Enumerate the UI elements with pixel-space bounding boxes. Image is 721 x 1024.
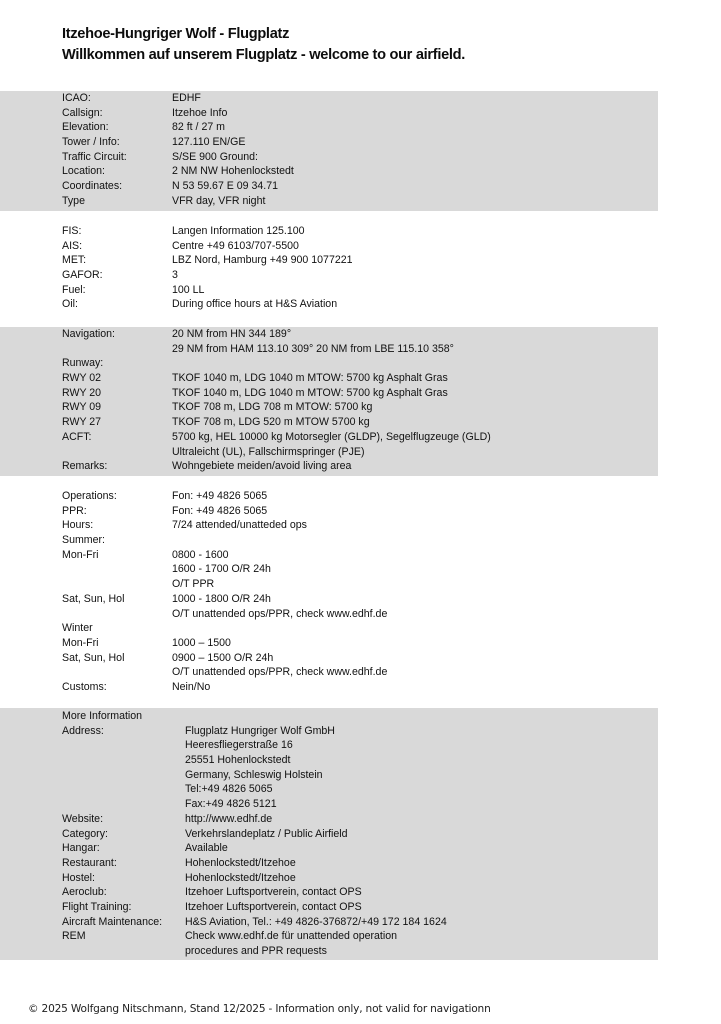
field-value: Itzehoer Luftsportverein, contact OPS — [185, 900, 362, 913]
info-row — [0, 164, 658, 179]
field-value: Ultraleicht (UL), Fallschirmspringer (PJE) — [172, 445, 365, 458]
field-label: Sat, Sun, Hol — [62, 651, 125, 664]
info-row — [0, 518, 658, 533]
info-row — [0, 224, 658, 239]
info-row — [0, 665, 658, 680]
field-label: Aeroclub: — [62, 886, 107, 899]
field-value: 3 — [172, 269, 178, 282]
info-row — [0, 400, 658, 415]
info-row — [0, 489, 658, 504]
info-row — [0, 356, 658, 371]
info-row — [0, 430, 658, 445]
field-label: Operations: — [62, 490, 117, 502]
field-value: S/SE 900 Ground: — [172, 150, 258, 163]
info-row — [0, 135, 658, 150]
info-row — [0, 709, 658, 724]
info-row — [0, 297, 658, 312]
info-row — [0, 885, 658, 900]
field-value: 100 LL — [172, 283, 205, 296]
field-label: Restaurant: — [62, 856, 117, 869]
field-value: O/T unattended ops/PPR, check www.edhf.de — [172, 607, 388, 620]
field-value: 25551 Hohenlockstedt — [185, 754, 291, 767]
field-label: AIS: — [62, 239, 83, 252]
field-label: Fuel: — [62, 283, 86, 296]
field-value: LBZ Nord, Hamburg +49 900 1077221 — [172, 254, 353, 267]
field-value: Flugplatz Hungriger Wolf GmbH — [185, 724, 335, 737]
field-label: REM — [62, 930, 86, 943]
info-row — [0, 504, 658, 519]
field-label: More Information — [62, 710, 143, 722]
field-value: 0900 – 1500 O/R 24h — [172, 651, 274, 664]
field-value: Verkehrslandeplatz / Public Airfield — [185, 827, 348, 840]
field-label: Hostel: — [62, 871, 95, 884]
field-label: Location: — [62, 165, 105, 178]
field-value: Fon: +49 4826 5065 — [172, 490, 268, 502]
field-label: Remarks: — [62, 460, 108, 473]
field-label: RWY 02 — [62, 372, 102, 385]
field-value: 29 NM from HAM 113.10 309° 20 NM from LBE 115.10 358° — [172, 342, 454, 355]
field-value: Langen Information 125.100 — [172, 225, 305, 237]
field-value: 1600 - 1700 O/R 24h — [172, 563, 271, 576]
info-row — [0, 562, 658, 577]
field-label: Oil: — [62, 298, 78, 311]
info-row — [0, 812, 658, 827]
info-row — [0, 871, 658, 886]
field-label: Category: — [62, 827, 108, 840]
field-label: Navigation: — [62, 328, 115, 340]
field-value: Check www.edhf.de für unattended operation — [185, 930, 398, 943]
info-row — [0, 782, 658, 797]
field-label: Aircraft Maintenance: — [62, 915, 163, 928]
info-row — [0, 841, 658, 856]
section-services — [0, 211, 658, 327]
field-value: 2 NM NW Hohenlockstedt — [172, 165, 294, 178]
field-label: Mon-Fri — [62, 636, 99, 649]
info-row — [0, 577, 658, 592]
field-value: procedures and PPR requests — [185, 945, 327, 957]
field-value: Wohngebiete meiden/avoid living area — [172, 460, 352, 473]
field-value: 1000 - 1800 O/R 24h — [172, 592, 271, 605]
field-label: Hours: — [62, 519, 94, 532]
field-label: RWY 09 — [62, 401, 102, 414]
field-value: O/T PPR — [172, 578, 215, 591]
info-row — [0, 106, 658, 121]
info-row — [0, 636, 658, 651]
info-row — [0, 194, 658, 209]
field-value: Germany, Schleswig Holstein — [185, 768, 323, 781]
field-value: Heeresfliegerstraße 16 — [185, 739, 293, 752]
page-subtitle: Willkommen auf unserem Flugplatz - welcome to our airfield. — [62, 47, 466, 63]
field-value: 82 ft / 27 m — [172, 121, 225, 134]
field-value: TKOF 1040 m, LDG 1040 m MTOW: 5700 kg Asphalt Gras — [172, 386, 448, 399]
field-value: Nein/No — [172, 680, 211, 693]
info-row — [0, 738, 658, 753]
info-row — [0, 944, 658, 959]
info-row — [0, 459, 658, 474]
info-row — [0, 342, 658, 357]
info-row — [0, 445, 658, 460]
field-label: MET: — [62, 254, 87, 267]
field-label: Address: — [62, 724, 104, 737]
footer-disclaimer: © 2025 Wolfgang Nitschmann, Stand 12/2025 - Information only, not valid for navigationn — [28, 1003, 491, 1015]
field-value: 0800 - 1600 — [172, 548, 229, 561]
info-row — [0, 651, 658, 666]
field-value: Itzehoer Luftsportverein, contact OPS — [185, 886, 362, 899]
field-value: Tel:+49 4826 5065 — [185, 783, 273, 796]
info-row — [0, 179, 658, 194]
info-row — [0, 900, 658, 915]
field-label: PPR: — [62, 504, 87, 517]
info-row — [0, 150, 658, 165]
field-value: TKOF 708 m, LDG 708 m MTOW: 5700 kg — [172, 401, 373, 414]
field-value: VFR day, VFR night — [172, 194, 266, 207]
field-label: RWY 27 — [62, 416, 102, 429]
field-value: 127.110 EN/GE — [172, 136, 246, 149]
field-label: Type — [62, 194, 85, 207]
field-value: 7/24 attended/unatteded ops — [172, 519, 307, 532]
info-row — [0, 533, 658, 548]
info-row — [0, 724, 658, 739]
field-label: Elevation: — [62, 121, 109, 134]
field-value: TKOF 708 m, LDG 520 m MTOW 5700 kg — [172, 416, 370, 429]
field-label: Mon-Fri — [62, 548, 99, 561]
info-row — [0, 253, 658, 268]
field-label: Summer: — [62, 534, 105, 547]
section-operations — [0, 476, 658, 708]
field-value: H&S Aviation, Tel.: +49 4826-376872/+49 172 184 1624 — [185, 915, 447, 928]
info-row — [0, 91, 658, 106]
field-label: Customs: — [62, 680, 107, 693]
field-label: Tower / Info: — [62, 136, 120, 149]
page-header — [62, 24, 465, 66]
page-title: Itzehoe-Hungriger Wolf - Flugplatz — [62, 26, 290, 42]
section-more-information — [0, 708, 658, 960]
info-row — [0, 327, 658, 342]
field-label: Flight Training: — [62, 900, 132, 913]
info-row — [0, 753, 658, 768]
field-value: 20 NM from HN 344 189° — [172, 328, 292, 340]
field-label: Winter — [62, 622, 93, 635]
field-value: Fax:+49 4826 5121 — [185, 798, 277, 811]
info-row — [0, 915, 658, 930]
info-row — [0, 768, 658, 783]
field-label: Coordinates: — [62, 180, 123, 193]
info-row — [0, 283, 658, 298]
field-label: Website: — [62, 812, 104, 825]
field-label: ACFT: — [62, 430, 92, 443]
field-value: Centre +49 6103/707-5500 — [172, 239, 299, 252]
field-label: RWY 20 — [62, 386, 102, 399]
info-row — [0, 120, 658, 135]
field-value: TKOF 1040 m, LDG 1040 m MTOW: 5700 kg Asphalt Gras — [172, 372, 448, 385]
field-value: Hohenlockstedt/Itzehoe — [185, 856, 296, 869]
section-general — [0, 91, 658, 211]
field-value: http://www.edhf.de — [185, 812, 273, 825]
info-row — [0, 548, 658, 563]
field-value: N 53 59.67 E 09 34.71 — [172, 180, 279, 193]
info-row — [0, 680, 658, 695]
info-row — [0, 856, 658, 871]
field-label: Hangar: — [62, 842, 100, 855]
field-label: Runway: — [62, 357, 104, 370]
field-value: 1000 – 1500 — [172, 636, 231, 649]
info-row — [0, 797, 658, 812]
field-value: During office hours at H&S Aviation — [172, 298, 338, 311]
field-value: 5700 kg, HEL 10000 kg Motorsegler (GLDP), Segelflugzeuge (GLD) — [172, 430, 491, 443]
field-label: GAFOR: — [62, 269, 103, 282]
info-row — [0, 415, 658, 430]
info-row — [0, 592, 658, 607]
field-label: Callsign: — [62, 106, 103, 119]
field-value: Fon: +49 4826 5065 — [172, 504, 268, 517]
info-row — [0, 371, 658, 386]
field-value: Available — [185, 842, 228, 855]
field-value: O/T unattended ops/PPR, check www.edhf.de — [172, 666, 388, 679]
section-navigation — [0, 327, 658, 476]
field-label: FIS: — [62, 225, 82, 237]
field-label: Sat, Sun, Hol — [62, 592, 125, 605]
field-value: Hohenlockstedt/Itzehoe — [185, 871, 296, 884]
info-row — [0, 607, 658, 622]
info-row — [0, 621, 658, 636]
info-row — [0, 239, 658, 254]
info-row — [0, 929, 658, 944]
field-value: EDHF — [172, 92, 201, 104]
info-row — [0, 827, 658, 842]
info-row — [0, 268, 658, 283]
field-value: Itzehoe Info — [172, 106, 228, 119]
field-label: Traffic Circuit: — [62, 150, 127, 163]
field-label: ICAO: — [62, 92, 91, 104]
info-row — [0, 386, 658, 401]
